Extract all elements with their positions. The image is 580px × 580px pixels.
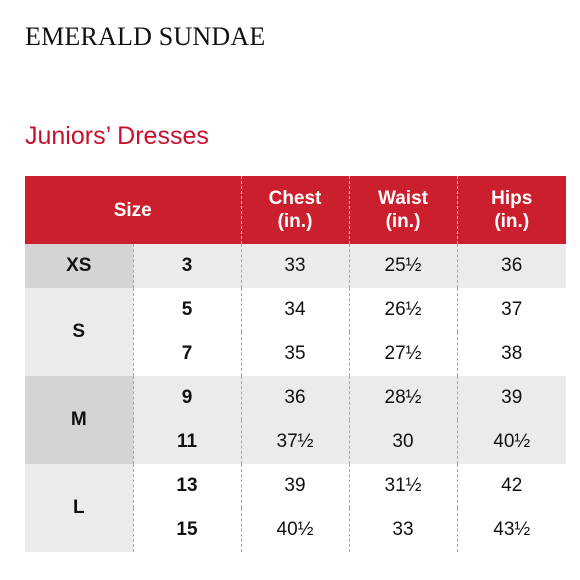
- hips-header-unit: (in.): [494, 211, 530, 232]
- chest-header-label: Chest: [268, 188, 322, 209]
- hips-header: [457, 176, 566, 244]
- table-row: [25, 244, 566, 288]
- chest-value: 39: [241, 464, 349, 508]
- hips-value: 36: [457, 244, 566, 288]
- section-title: Juniors’ Dresses: [25, 122, 209, 150]
- size-chart-table: [25, 176, 566, 552]
- waist-value: 30: [349, 420, 457, 464]
- size-letter: XS: [25, 244, 133, 288]
- chest-header: [241, 176, 349, 244]
- size-number: 9: [133, 376, 241, 420]
- waist-value: 25½: [349, 244, 457, 288]
- size-letter: M: [25, 376, 133, 464]
- size-number: 3: [133, 244, 241, 288]
- size-letter: S: [25, 288, 133, 376]
- table-row: [25, 376, 566, 420]
- table-row: [25, 464, 566, 508]
- brand-name: EMERALD SUNDAE: [25, 22, 266, 51]
- waist-header-unit: (in.): [385, 211, 421, 232]
- size-number: 13: [133, 464, 241, 508]
- chest-value: 37½: [241, 420, 349, 464]
- hips-value: 39: [457, 376, 566, 420]
- table-row: [25, 288, 566, 332]
- waist-value: 28½: [349, 376, 457, 420]
- waist-header: [349, 176, 457, 244]
- hips-value: 42: [457, 464, 566, 508]
- hips-header-label: Hips: [491, 188, 533, 209]
- waist-value: 33: [349, 508, 457, 552]
- chest-value: 35: [241, 332, 349, 376]
- waist-value: 26½: [349, 288, 457, 332]
- size-letter: L: [25, 464, 133, 552]
- waist-header-label: Waist: [378, 188, 428, 209]
- hips-value: 40½: [457, 420, 566, 464]
- chest-value: 40½: [241, 508, 349, 552]
- hips-value: 37: [457, 288, 566, 332]
- waist-value: 27½: [349, 332, 457, 376]
- waist-value: 31½: [349, 464, 457, 508]
- chest-value: 34: [241, 288, 349, 332]
- chest-value: 33: [241, 244, 349, 288]
- hips-value: 38: [457, 332, 566, 376]
- size-number: 5: [133, 288, 241, 332]
- size-number: 7: [133, 332, 241, 376]
- hips-value: 43½: [457, 508, 566, 552]
- size-number: 15: [133, 508, 241, 552]
- size-header: [25, 176, 241, 244]
- size-number: 11: [133, 420, 241, 464]
- chest-value: 36: [241, 376, 349, 420]
- chest-header-unit: (in.): [277, 211, 313, 232]
- size-header-label: Size: [113, 199, 152, 221]
- header-row: [25, 176, 566, 244]
